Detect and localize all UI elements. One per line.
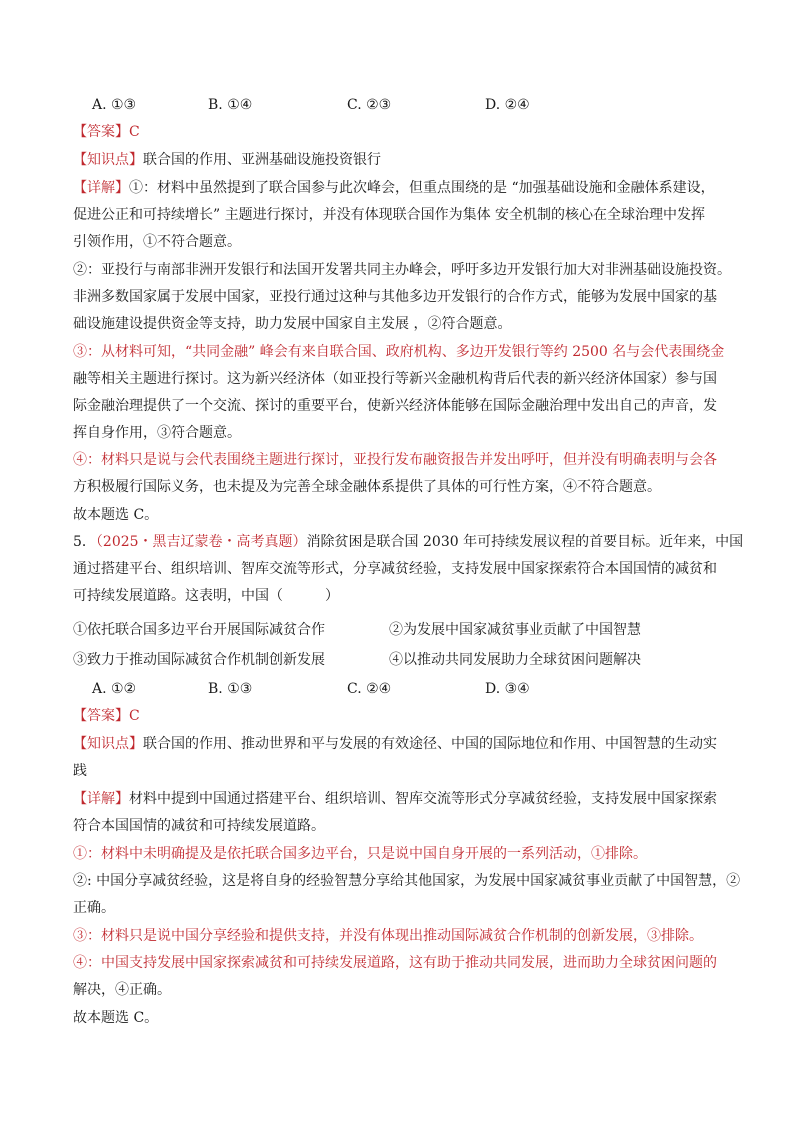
q5-option-a: A. ①② bbox=[92, 681, 137, 697]
q4-option-c: C. ②③ bbox=[347, 97, 392, 113]
q5-detail-intro-text-1: 材料中提到中国通过搭建平台、组织培训、智库交流等形式分享减贫经验，支持发展中国家探索 bbox=[129, 791, 717, 807]
q5-statement-3: ③致力于推动国际减贫合作机制创新发展 bbox=[73, 652, 325, 668]
q4-detail-1-line-1 bbox=[73, 178, 715, 198]
q4-conclusion: 故本题选 C。 bbox=[73, 507, 159, 523]
q4-detail-3-line-3: 际金融治理提供了一个交流、探讨的重要平台，使新兴经济体能够在国际金融治理中发出自己的声音，发 bbox=[73, 398, 717, 414]
q5-detail-2-line-1: ②: 中国分享减贫经验，这是将自身的经验智慧分享给其他国家，为发展中国家减贫事业贡献了中国智慧，② bbox=[73, 873, 741, 889]
q5-detail-tag: 【详解】 bbox=[73, 791, 129, 807]
q5-detail-4-line-2: 解决，④正确。 bbox=[73, 982, 171, 998]
q5-statement-1: ①依托联合国多边平台开展国际减贫合作 bbox=[73, 622, 325, 638]
q4-detail-2-line-3: 础设施建设提供资金等支持，助力发展中国家自主发展 ，②符合题意。 bbox=[73, 316, 512, 332]
q5-option-b: B. ①③ bbox=[208, 681, 253, 697]
q5-detail-intro-line-2: 符合本国国情的减贫和可持续发展道路。 bbox=[73, 818, 325, 834]
q5-stem-line-2: 通过搭建平台、组织培训、智库交流等形式，分享减贫经验，支持发展中国家探索符合本国国情的减贫和 bbox=[73, 561, 717, 577]
q4-detail-4-line-2: 方积极履行国际义务，也未提及为完善全球金融体系提供了具体的可行性方案，④不符合题意。 bbox=[73, 479, 661, 495]
q4-detail-2-line-2: 非洲多数国家属于发展中国家，亚投行通过这种与其他多边开发银行的合作方式，能够为发展中国家的基 bbox=[73, 289, 717, 305]
q4-detail-1-line-2: 促进公正和可持续增长” 主题进行探讨，并没有体现联合国作为集体 安全机制的核心在全球治理中发挥 bbox=[73, 207, 706, 223]
q5-conclusion: 故本题选 C。 bbox=[73, 1010, 159, 1026]
q4-knowledge-points: 联合国的作用、亚洲基础设施投资银行 bbox=[143, 152, 381, 168]
q5-statement-2: ②为发展中国家减贫事业贡献了中国智慧 bbox=[389, 622, 641, 638]
q4-detail-3-line-4: 挥自身作用，③符合题意。 bbox=[73, 425, 241, 441]
q5-detail-2-line-2: 正确。 bbox=[73, 900, 115, 916]
q5-statement-4: ④以推动共同发展助力全球贫困问题解决 bbox=[389, 652, 641, 668]
q5-knowledge-line-2: 践 bbox=[73, 763, 87, 779]
q5-stem-text-1: 消除贫困是联合国 2030 年可持续发展议程的首要目标。近年来，中国 bbox=[306, 534, 744, 550]
q4-detail-3-line-2: 融等相关主题进行探讨。这为新兴经济体（如亚投行等新兴金融机构背后代表的新兴经济体国家）参与国 bbox=[73, 371, 717, 387]
q5-answer-line bbox=[73, 706, 140, 726]
q4-option-d: D. ②④ bbox=[485, 97, 530, 113]
q5-number: 5． bbox=[73, 534, 96, 550]
q4-option-b: B. ①④ bbox=[208, 97, 253, 113]
q4-answer-tag: 【答案】 bbox=[73, 124, 129, 140]
q5-source: （2025・黑吉辽蒙卷・高考真题） bbox=[95, 534, 307, 550]
q5-answer-tag: 【答案】 bbox=[73, 708, 129, 724]
q4-kp-tag: 【知识点】 bbox=[73, 152, 143, 168]
q5-knowledge-line-1 bbox=[73, 734, 717, 754]
q5-option-c: C. ②④ bbox=[347, 681, 392, 697]
q4-detail-2-line-1: ②：亚投行与南部非洲开发银行和法国开发署共同主办峰会，呼吁多边开发银行加大对非洲基础设施投资。 bbox=[73, 262, 731, 278]
q4-option-a: A. ①③ bbox=[92, 97, 137, 113]
q5-kp-tag: 【知识点】 bbox=[73, 736, 143, 752]
q4-detail-3-line-1: ③：从材料可知，“共同金融” 峰会有来自联合国、政府机构、多边开发银行等约 2500 名与会代表围绕金 bbox=[73, 344, 725, 360]
q4-knowledge-line bbox=[73, 150, 381, 170]
q5-stem-line-1 bbox=[73, 532, 743, 552]
q4-detail-1-line-3: 引领作用，①不符合题意。 bbox=[73, 234, 241, 250]
q5-stem-line-3: 可持续发展道路。这表明，中国（ ） bbox=[73, 588, 339, 604]
q4-answer: C bbox=[129, 124, 140, 140]
q5-detail-1: ①：材料中未明确提及是依托联合国多边平台，只是说中国自身开展的一系列活动，①排除。 bbox=[73, 846, 647, 862]
q4-detail-4-line-1: ④：材料只是说与会代表围绕主题进行探讨，亚投行发布融资报告并发出呼吁，但并没有明确表明与会各 bbox=[73, 452, 717, 468]
q5-detail-4-line-1: ④：中国支持发展中国家探索减贫和可持续发展道路，这有助于推动共同发展，进而助力全球贫困问题的 bbox=[73, 955, 717, 971]
q4-detail-1-text-1: ①：材料中虽然提到了联合国参与此次峰会，但重点围绕的是 “加强基础设施和金融体系建设， bbox=[129, 180, 715, 196]
q5-answer: C bbox=[129, 708, 140, 724]
q4-detail-tag: 【详解】 bbox=[73, 180, 129, 196]
q4-answer-line bbox=[73, 122, 140, 142]
q5-option-d: D. ③④ bbox=[485, 681, 530, 697]
q5-knowledge-text-1: 联合国的作用、推动世界和平与发展的有效途径、中国的国际地位和作用、中国智慧的生动实 bbox=[143, 736, 717, 752]
q5-detail-3: ③：材料只是说中国分享经验和提供支持，并没有体现出推动国际减贫合作机制的创新发展，③排除。 bbox=[73, 928, 703, 944]
q5-detail-intro-line-1 bbox=[73, 789, 717, 809]
